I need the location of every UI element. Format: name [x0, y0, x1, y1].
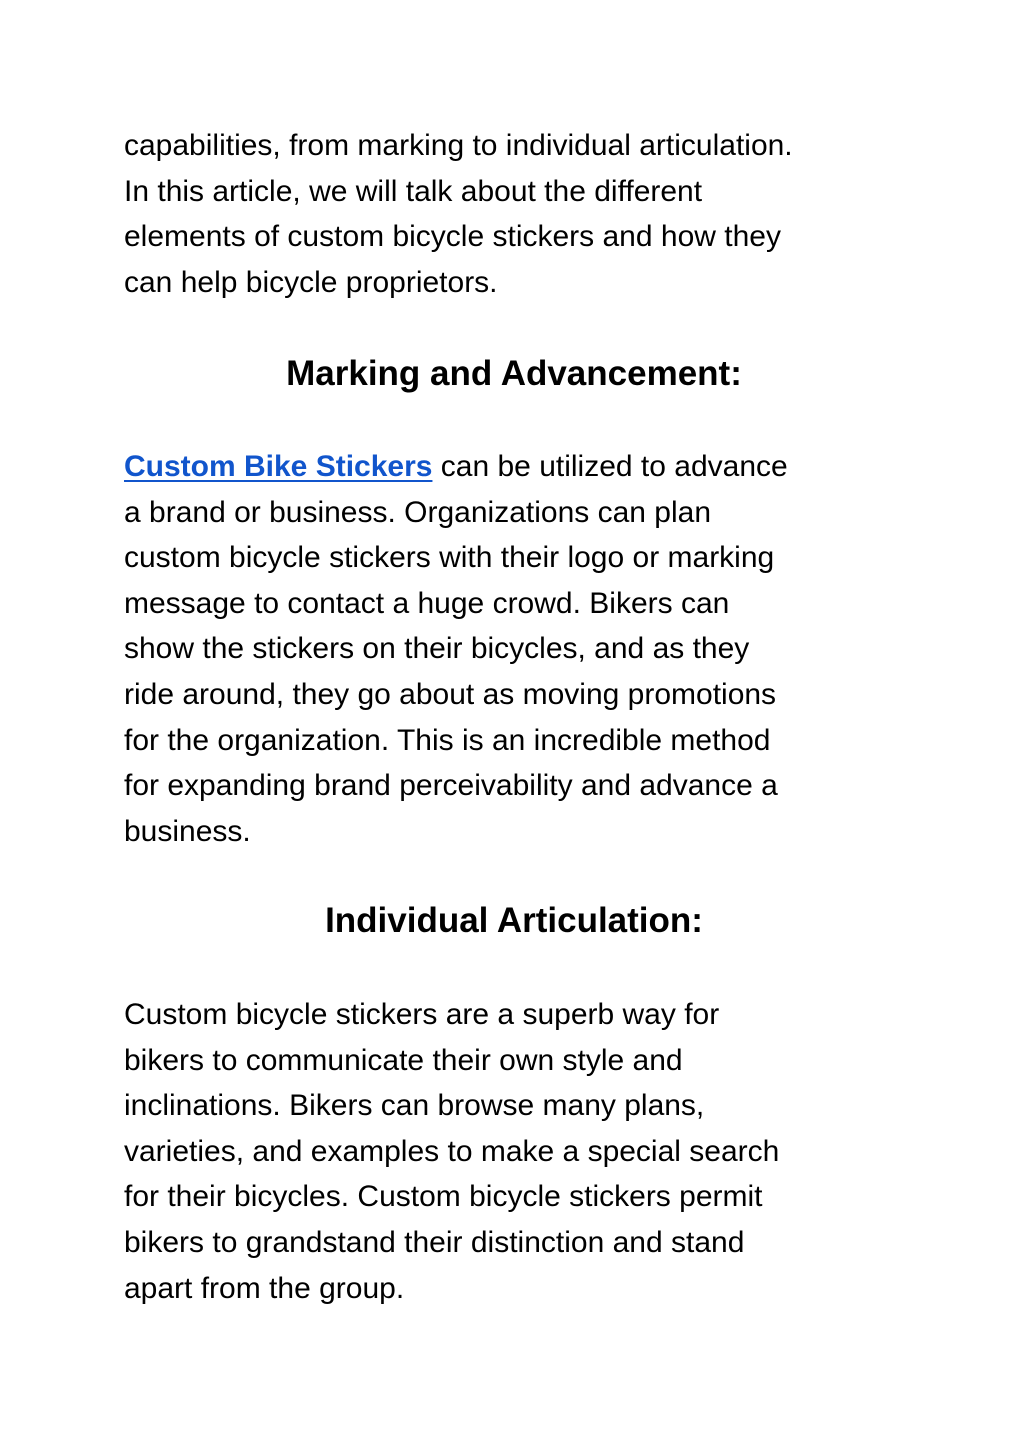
- marking-line: a brand or business. Organizations can plan: [124, 495, 712, 529]
- articulation-line: bikers to communicate their own style and: [124, 1043, 683, 1077]
- custom-bike-stickers-link[interactable]: Custom Bike Stickers: [124, 450, 433, 483]
- intro-line: can help bicycle proprietors.: [124, 265, 498, 299]
- marking-line: show the stickers on their bicycles, and as they: [124, 632, 750, 666]
- intro-line: In this article, we will talk about the different: [124, 174, 703, 208]
- articulation-line: apart from the group.: [124, 1271, 405, 1305]
- intro-paragraph: [124, 123, 793, 305]
- marking-line: message to contact a huge crowd. Bikers can: [124, 586, 730, 620]
- section-heading-marking: Marking and Advancement:: [286, 354, 742, 393]
- articulation-paragraph: [124, 992, 779, 1311]
- articulation-line: bikers to grandstand their distinction and stand: [124, 1225, 745, 1259]
- section-heading-articulation: Individual Articulation:: [325, 901, 703, 940]
- marking-line: custom bicycle stickers with their logo or marking: [124, 541, 775, 575]
- articulation-line: varieties, and examples to make a special search: [124, 1134, 780, 1168]
- marking-paragraph: [124, 444, 788, 854]
- marking-line: for the organization. This is an incredible method: [124, 723, 771, 757]
- marking-first-line-rest: can be utilized to advance: [432, 450, 788, 483]
- marking-line: ride around, they go about as moving promotions: [124, 677, 777, 711]
- intro-line: capabilities, from marking to individual articulation.: [124, 129, 793, 162]
- articulation-line: inclinations. Bikers can browse many plans,: [124, 1089, 705, 1123]
- articulation-line: for their bicycles. Custom bicycle stickers permit: [124, 1180, 763, 1214]
- marking-first-line: [124, 444, 788, 490]
- marking-line: for expanding brand perceivability and advance a: [124, 769, 778, 803]
- intro-line: elements of custom bicycle stickers and how they: [124, 220, 781, 254]
- marking-line: business.: [124, 814, 251, 848]
- articulation-line: Custom bicycle stickers are a superb way for: [124, 998, 720, 1031]
